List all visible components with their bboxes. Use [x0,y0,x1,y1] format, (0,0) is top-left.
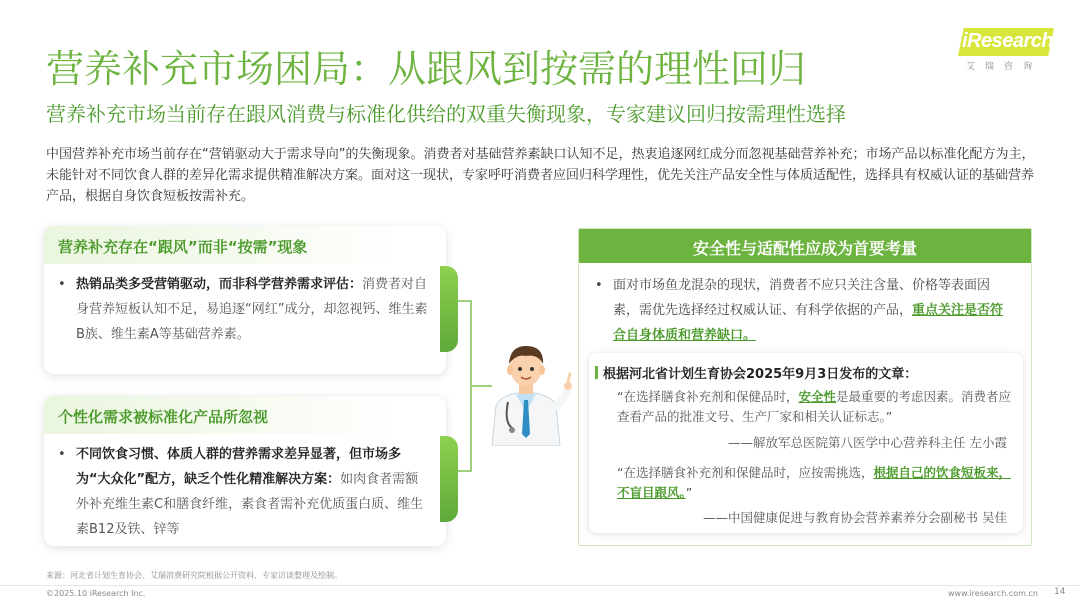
quote-title: 根据河北省计划生育协会2025年9月3日发布的文章： [603,363,917,382]
quote-2 [617,463,1013,503]
page-number: 14 [1054,587,1066,597]
page-title: 营养补充市场困局：从跟风到按需的理性回归 [46,47,807,91]
card-text [76,272,430,347]
card-bold-text: 热销品类多受营销驱动，而非科学营养需求评估： [76,277,363,292]
quote-2-highlight: 根据自己的饮食短板来，不盲目跟风。 [617,465,1011,500]
quote-1-pre: “在选择膳食补充剂和保健品时， [617,389,799,404]
right-panel-header [579,229,1031,263]
card-title: 营养补充存在“跟风”而非“按需”现象 [58,238,308,256]
quote-1-source: ——解放军总医院第八医学中心营养科主任 左小霞 [728,435,1007,450]
right-panel-text [613,273,1015,348]
source-note: 来源：河北省计划生育协会、艾瑞消费研究院根据公开资料、专家访谈整理及绘制。 [46,571,342,580]
card-header [44,226,446,264]
doctor-illustration-icon [478,336,574,446]
intro-paragraph: 中国营养补充市场当前存在“营销驱动大于需求导向”的失衡现象。消费者对基础营养素缺口认知不足，热衷追逐网红成分而忽视基础营养补充；市场产品以标准化配方为主，未能针对不同饮食人群的差异化需求提供精准解决方案。面对这一现状，专家呼吁消费者应回归科学理性，优先关注产品安全性与体质适配性，选择具有权威认证的基础营养产品，根据自身饮食短板按需补充。 [46,147,1035,204]
bullet-dot-icon: • [58,277,66,292]
website-link[interactable]: www.iresearch.com.cn [948,589,1038,598]
card-personalized-needs [44,396,446,546]
card-body [58,272,430,347]
quote-1-post: 是最重要的考虑因素。消费者应查看产品的批准文号、生产厂家和相关认证标志。” [617,389,1012,424]
quote-2-source: ——中国健康促进与教育协会营养素养分会副秘书 吴佳 [703,510,1007,525]
copyright: ©2025.10 iResearch Inc. [46,589,146,598]
card-header [44,396,446,434]
quote-1-highlight: 安全性 [798,389,836,404]
card-plain-text: 消费者对自身营养短板认知不足，易追逐“网红”成分，却忽视钙、维生素B族、维生素A等基础营养素。 [76,277,428,342]
iresearch-logo [958,28,1058,72]
card-body [58,442,430,542]
card-side-tab [440,266,458,352]
right-panel-plain: 面对市场鱼龙混杂的现状，消费者不应只关注含量、价格等表面因素，需优先选择经过权威认证、有科学依据的产品， [613,278,991,318]
right-panel [578,228,1032,546]
quote-box [589,353,1023,533]
page-subtitle: 营养补充市场当前存在跟风消费与标准化供给的双重失衡现象，专家建议回归按需理性选择 [46,102,846,126]
card-following-trend [44,226,446,374]
quote-1 [617,387,1013,427]
footer-divider [0,585,1080,586]
card-bold-text: 不同饮食习惯、体质人群的营养需求差异显著，但市场多为“大众化”配方，缺乏个性化精准解决方案： [76,447,402,487]
quote-2-post: ” [685,485,693,500]
right-panel-highlight: 重点关注是否符合自身体质和营养缺口。 [613,303,1004,343]
card-side-tab [440,436,458,522]
card-title: 个性化需求被标准化产品所忽视 [58,408,269,426]
logo-subtitle: 艾瑞咨询 [966,62,1043,72]
card-plain-text: 如肉食者需额外补充维生素C和膳食纤维，素食者需补充优质蛋白质、维生素B12及铁、锌等 [76,472,424,537]
card-text [76,442,430,542]
right-panel-body [595,273,1015,348]
bullet-dot-icon: • [58,447,66,462]
logo-brand: iResearch [962,30,1054,52]
quote-2-pre: “在选择膳食补充剂和保健品时，应按需挑选， [617,465,874,480]
bullet-dot-icon: • [595,278,603,293]
right-panel-title: 安全性与适配性应成为首要考量 [692,239,917,258]
